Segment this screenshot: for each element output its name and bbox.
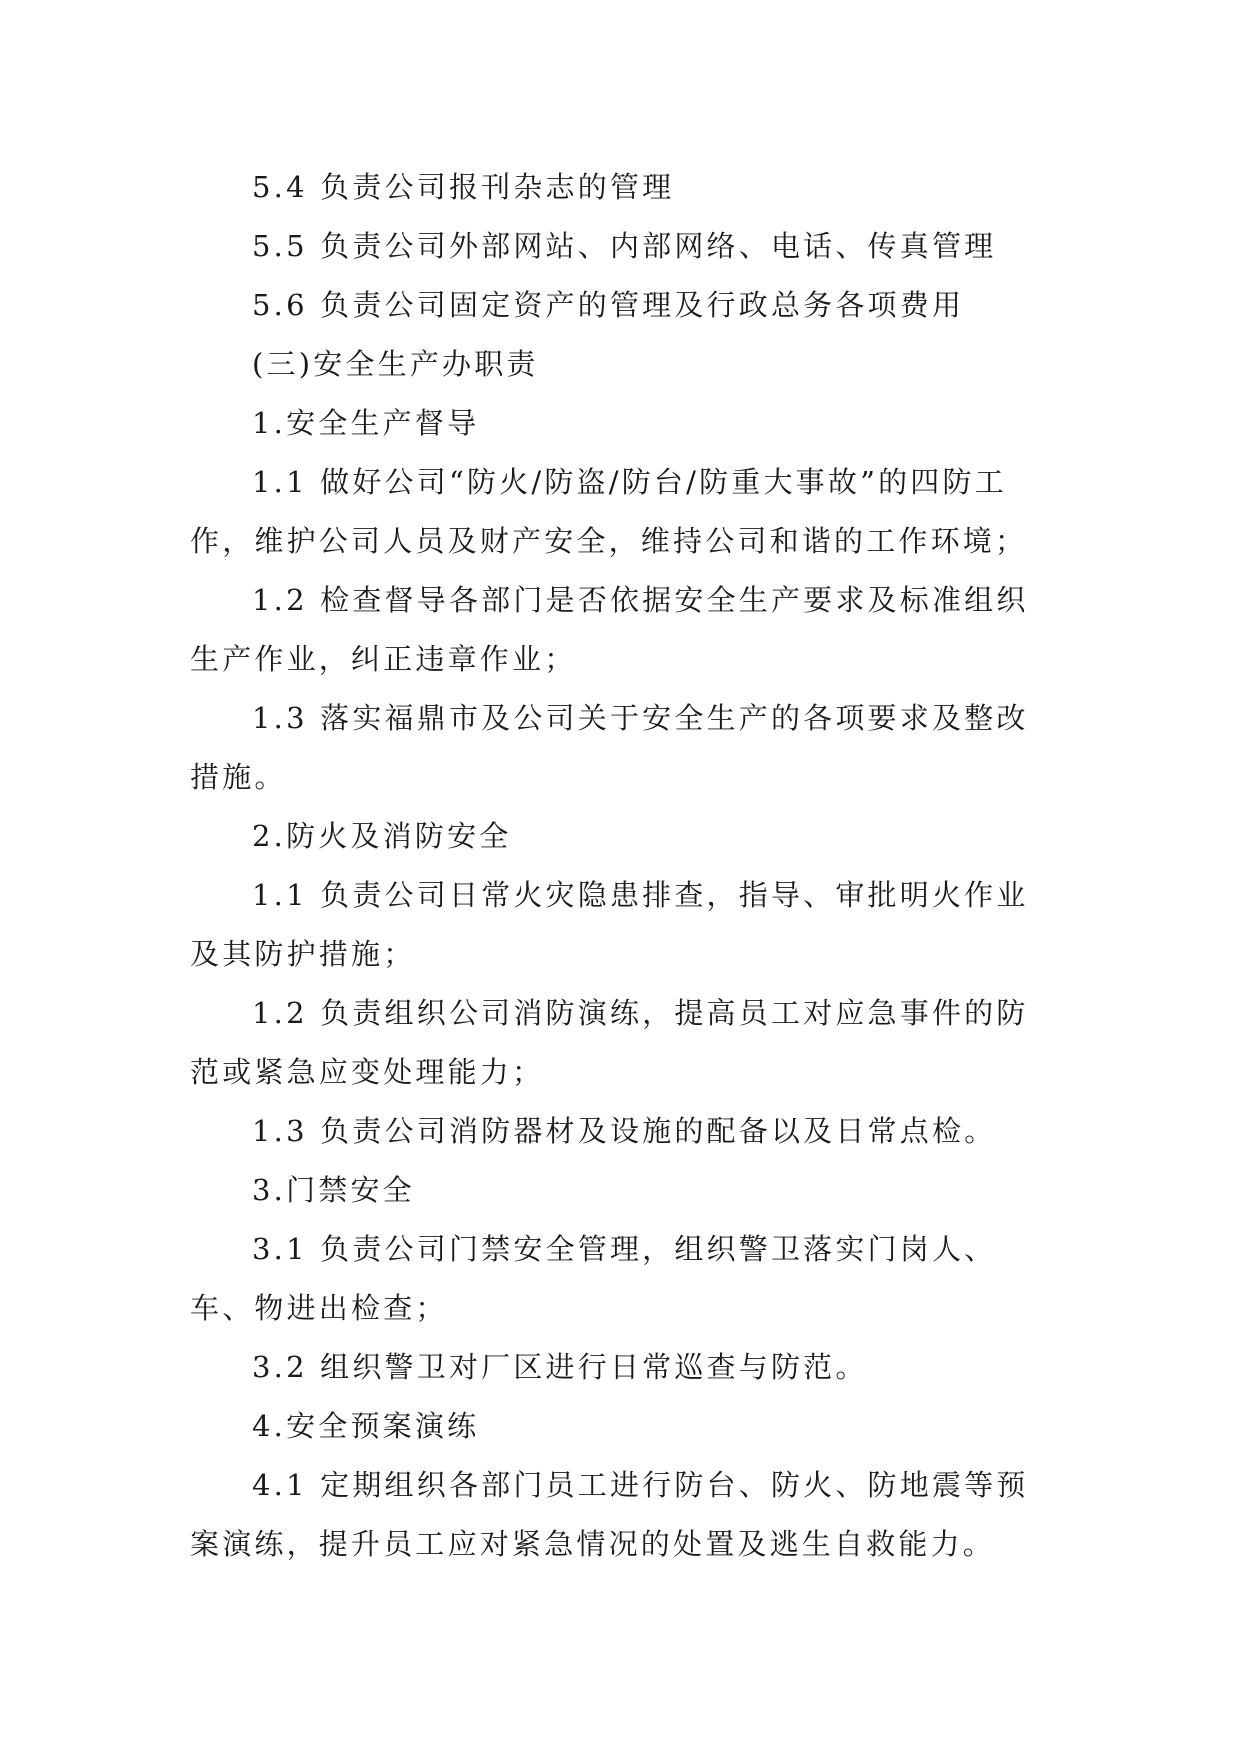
paragraph-fire-1-2: 1.2 负责组织公司消防演练，提高员工对应急事件的防范或紧急应变处理能力； — [190, 996, 1029, 1089]
paragraph-fire-1-3: 1.3 负责公司消防器材及设施的配备以及日常点检。 — [252, 1114, 997, 1148]
subheading-access-control: 3.门禁安全 — [252, 1173, 415, 1207]
paragraph-1-3-implementation: 1.3 落实福鼎市及公司关于安全生产的各项要求及整改措施。 — [190, 701, 1029, 794]
document-body — [190, 158, 1060, 1574]
paragraph-5-6: 5.6 负责公司固定资产的管理及行政总务各项费用 — [252, 288, 965, 322]
paragraph-fire-1-1: 1.1 负责公司日常火灾隐患排查，指导、审批明火作业及其防护措施； — [190, 878, 1029, 971]
section-heading-safety-office: (三)安全生产办职责 — [252, 347, 539, 381]
subheading-fire-safety: 2.防火及消防安全 — [252, 819, 512, 853]
paragraph-3-2: 3.2 组织警卫对厂区进行日常巡查与防范。 — [252, 1350, 868, 1384]
subheading-safety-supervision: 1.安全生产督导 — [252, 406, 480, 440]
paragraph-1-2-inspection: 1.2 检查督导各部门是否依据安全生产要求及标准组织生产作业，纠正违章作业； — [190, 583, 1029, 676]
paragraph-5-5: 5.5 负责公司外部网站、内部网络、电话、传真管理 — [252, 229, 997, 263]
paragraph-5-4: 5.4 负责公司报刊杂志的管理 — [252, 170, 675, 204]
paragraph-4-1: 4.1 定期组织各部门员工进行防台、防火、防地震等预案演练，提升员工应对紧急情况的处置及逃生自救能力。 — [190, 1468, 1029, 1561]
paragraph-1-1-four-preventions: 1.1 做好公司“防火/防盗/防台/防重大事故”的四防工作，维护公司人员及财产安全，维持公司和谐的工作环境； — [190, 465, 1028, 558]
paragraph-3-1: 3.1 负责公司门禁安全管理，组织警卫落实门岗人、车、物进出检查； — [190, 1232, 997, 1325]
subheading-emergency-drills: 4.安全预案演练 — [252, 1409, 480, 1443]
